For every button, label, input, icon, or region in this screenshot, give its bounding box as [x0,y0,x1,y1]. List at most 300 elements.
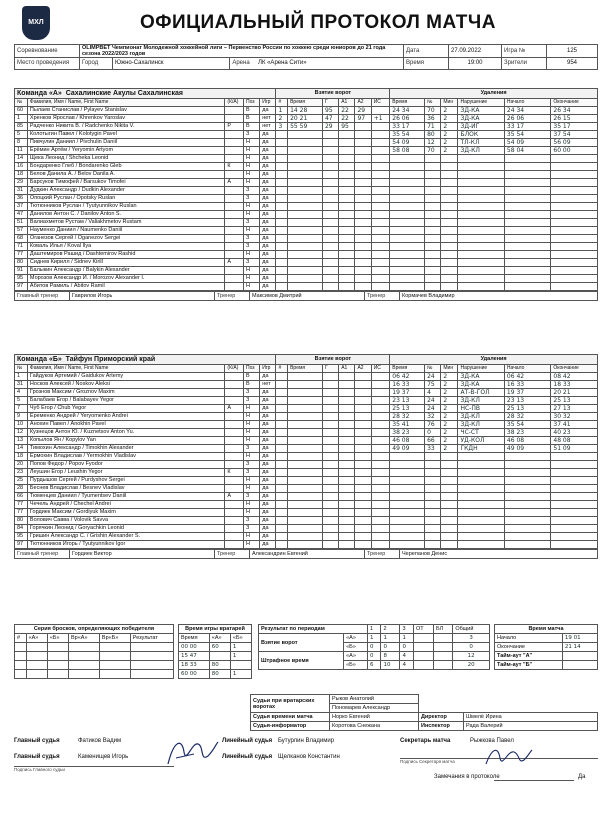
penalty-player [425,517,441,525]
penalty-player: 70 [425,107,441,115]
secretary-sign-line: Подпись Секретаря матча [400,758,598,764]
player-role [225,461,244,469]
period-total: 12 [453,652,490,661]
penalty-start [504,259,550,267]
penalty-start [504,275,550,283]
player-name: Грознов Максим / Groznov Maxim [27,389,224,397]
player-name: Хренков Ярослав / Khrenkov Yaroslav [27,115,224,123]
goal-time [288,235,323,243]
player-role [225,397,244,405]
penalty-minutes [441,461,458,469]
goal-assist-1 [339,437,355,445]
penalty-minutes [441,227,458,235]
penalty-minutes [441,283,458,291]
player-role: А [225,405,244,413]
penalty-time: 16 33 [390,381,425,389]
goal-scorer [322,493,338,501]
col-pen-no: № [425,365,441,373]
penalty-reason [458,179,504,187]
player-role [225,147,244,155]
goal-time [288,219,323,227]
player-number: 14 [15,445,28,453]
player-role [225,187,244,195]
penalty-player [425,203,441,211]
penalty-reason [458,211,504,219]
penalty-player [425,211,441,219]
goal-time [288,397,323,405]
penalty-player [425,461,441,469]
goal-situation [371,171,390,179]
team-a-player-row [15,195,598,203]
goal-scorer [322,203,338,211]
player-number: 36 [15,195,28,203]
goal-assist-2 [355,283,371,291]
goal-time [288,163,323,171]
goal-assist-1 [339,259,355,267]
penalty-reason [458,171,504,179]
goalie-b: 1 [230,643,251,652]
team-a-player-row [15,123,598,131]
player-name: Колотыгин Павел / Kolotygin Pavel [27,131,224,139]
goal-scorer [322,243,338,251]
penalty-reason [458,517,504,525]
match-start-value: 19 01 [562,634,597,643]
goal-assist-2: 97 [355,115,371,123]
player-name: Попов Федор / Popov Fyodor [27,461,224,469]
goal-assist-1 [339,235,355,243]
goal-scorer [322,187,338,195]
team-a-player-row [15,275,598,283]
time-value: 19:00 [449,58,502,70]
goal-situation [371,397,390,405]
goal-situation: +1 [371,115,390,123]
goal-time [288,429,323,437]
goal-assist-2 [355,493,371,501]
player-name: Носков Алексей / Noskov Aleksi [27,381,224,389]
player-name: Балыкин Александр / Balykin Alexander [27,267,224,275]
player-number: 7 [15,405,28,413]
col-goal-g: Г [322,99,338,107]
player-played: да [260,541,276,549]
col-no: № [15,365,28,373]
shootout-col: «Б» [47,634,68,643]
penalty-time [390,219,425,227]
player-role [225,195,244,203]
goal-time [288,509,323,517]
player-name: Тюменцев Даниил / Tyumentsev Daniil [27,493,224,501]
goal-assist-1 [339,541,355,549]
penalty-start [504,243,550,251]
team-a-player-row [15,219,598,227]
penalty-minutes [441,219,458,227]
goal-situation [371,139,390,147]
player-played: нет [260,115,276,123]
goal-assist-1 [339,267,355,275]
penalty-start [504,485,550,493]
player-position: Н [243,283,259,291]
goal-number [276,163,288,171]
penalty-minutes [441,203,458,211]
goalie-a: 80 [209,661,230,670]
penalty-time: 35 41 [390,421,425,429]
penalty-time [390,203,425,211]
goal-number [276,251,288,259]
goal-assist-1 [339,429,355,437]
penalty-minutes [441,453,458,461]
goal-time [288,533,323,541]
penalty-time [390,541,425,549]
goal-number: 3 [276,123,288,131]
penalty-start: 49 09 [504,445,550,453]
team-b-coach: Александрин Евгений [250,550,365,559]
player-number: 95 [15,275,28,283]
penalty-reason [458,219,504,227]
penalty-minutes: 2 [441,445,458,453]
penalty-minutes [441,179,458,187]
col-goal-a1: А1 [339,365,355,373]
penalty-minutes [441,251,458,259]
goal-number [276,139,288,147]
goal-scorer [322,485,338,493]
goal-situation [371,501,390,509]
penalty-reason: ЗД-КА [458,381,504,389]
penalty-player [425,525,441,533]
penalty-time [390,501,425,509]
goal-assist-1 [339,211,355,219]
penalty-minutes: 2 [441,397,458,405]
goal-situation [371,485,390,493]
player-name: Ермохин Владислав / Yermokhin Vladislav [27,453,224,461]
penalty-start: 23 13 [504,397,550,405]
player-number: 71 [15,243,28,251]
player-name: Морозов Александр И. / Morozov Alexander I. [27,275,224,283]
goal-scorer [322,413,338,421]
penalty-reason [458,485,504,493]
team-b-player-row [15,445,598,453]
goal-situation [371,155,390,163]
penalty-reason [458,267,504,275]
goal-scorer [322,445,338,453]
period-col: 3 [400,625,413,634]
penalty-end [551,453,598,461]
team-b-player-row [15,501,598,509]
player-played: нет [260,123,276,131]
team-a-name: Сахалинские Акулы Сахалинская [65,90,183,97]
goal-scorer [322,533,338,541]
goal-scorer [322,437,338,445]
goal-situation [371,275,390,283]
goal-scorer [322,501,338,509]
referee-signature [164,734,220,770]
player-name: Даштемиров Рашид / Dashtemirov Rashid [27,251,224,259]
player-position: З [243,493,259,501]
goal-assist-1 [339,517,355,525]
player-position: Н [243,251,259,259]
player-position: Н [243,453,259,461]
goal-assist-2 [355,461,371,469]
penalty-end [551,469,598,477]
player-number: 29 [15,179,28,187]
col-pen-time: Время [390,99,425,107]
team-b-player-row [15,461,598,469]
team-b-player-row [15,405,598,413]
penalty-player [425,235,441,243]
col-play: Игр [260,99,276,107]
penalty-start [504,163,550,171]
goal-assist-1 [339,405,355,413]
player-name: Оганезов Сергей / Oganezov Sergei [27,235,224,243]
goal-assist-2 [355,437,371,445]
penalty-end [551,211,598,219]
goal-time [288,485,323,493]
goal-assist-1: 95 [339,123,355,131]
goal-assist-1 [339,243,355,251]
team-a-player-row [15,251,598,259]
penalty-reason [458,155,504,163]
informer: Коротова Снежана [330,722,419,731]
penalty-reason [458,203,504,211]
player-played: да [260,203,276,211]
team-a-player-row [15,227,598,235]
player-position: З [243,517,259,525]
penalty-start: 58 04 [504,147,550,155]
goal-number [276,453,288,461]
player-played: да [260,469,276,477]
goal-situation [371,107,390,115]
col-goal-a2: А2 [355,99,371,107]
goal-assist-2 [355,155,371,163]
penalty-time: 25 13 [390,405,425,413]
player-name: Пивчулин Даниил / Pivchulin Daniil [27,139,224,147]
referee-1: Фатиков Вадим [78,738,122,744]
summary-block [14,624,598,694]
goal-number [276,131,288,139]
goal-judges-label: Судьи при вратарских воротах [251,695,330,713]
team-b-player-row [15,485,598,493]
goal-scorer: 47 [322,115,338,123]
player-number: 97 [15,541,28,549]
penalty-end [551,163,598,171]
team-b-coach2: Черепанов Денис [400,550,598,559]
player-position: З [243,235,259,243]
player-position: Н [243,501,259,509]
player-played: да [260,107,276,115]
team-b-player-row [15,517,598,525]
goalie-b [230,661,251,670]
goalie-time: 60 00 [179,670,210,679]
penalty-end [551,203,598,211]
shootout-col: Вр«Б» [99,634,130,643]
penalty-start: 46 08 [504,437,550,445]
period-so [433,643,452,652]
goal-assist-1 [339,381,355,389]
team-b-player-row [15,373,598,381]
player-position: Н [243,421,259,429]
player-number: 16 [15,163,28,171]
goalie-rows [179,643,252,679]
goal-time [288,445,323,453]
penalty-minutes [441,493,458,501]
player-number: 25 [15,477,28,485]
goal-number [276,421,288,429]
period-ot [413,634,433,643]
penalty-end [551,195,598,203]
director-label: Директор [419,713,464,722]
penalty-time [390,453,425,461]
player-number: 9 [15,413,28,421]
player-position: В [243,115,259,123]
team-a-head-coach-label: Главный тренер [15,292,70,301]
player-number: 47 [15,211,28,219]
shootout-title: Серия бросков, определяющих победителя [15,625,174,634]
player-name: Волович Савва / Volovik Savva [27,517,224,525]
date-value: 27.09.2022 [449,45,502,58]
penalty-reason [458,493,504,501]
player-position: З [243,389,259,397]
goal-situation [371,211,390,219]
team-a-rows [15,107,598,291]
goal-scorer [322,525,338,533]
player-name: Науменко Даниил / Naumenko Daniil [27,227,224,235]
goal-assist-1 [339,445,355,453]
player-played: да [260,477,276,485]
penalty-end [551,485,598,493]
penalty-start [504,211,550,219]
goal-situation [371,195,390,203]
goal-time [288,155,323,163]
goalie-a: 60 [209,643,230,652]
penalty-player [425,259,441,267]
goal-assist-1 [339,397,355,405]
period-row-group: Штрафное время [259,652,344,670]
goal-assist-1 [339,203,355,211]
goal-time [288,203,323,211]
goalie-time: 00 00 [179,643,210,652]
player-name: Балабаев Егор / Balabayev Yegor [27,397,224,405]
penalty-start: 35 54 [504,421,550,429]
penalty-time [390,533,425,541]
penalty-player [425,267,441,275]
player-number: 80 [15,259,28,267]
goal-scorer [322,469,338,477]
player-name: Гайдуков Артемий / Gaidukov Artemy [27,373,224,381]
player-played: да [260,187,276,195]
player-name: Валиахметов Рустам / Valiakhmetov Rustam [27,219,224,227]
col-ka: (К/А) [225,99,244,107]
goal-assist-1 [339,163,355,171]
time-label: Время [404,58,449,70]
team-b-player-row [15,469,598,477]
goal-assist-1: 22 [339,115,355,123]
penalty-minutes [441,509,458,517]
shootout-col: Результат [130,634,173,643]
goal-assist-1 [339,283,355,291]
player-role [225,453,244,461]
col-pen-time: Время [390,365,425,373]
team-b-head-coach: Гордиек Виктор [70,550,215,559]
team-a-player-row [15,155,598,163]
player-number: 68 [15,235,28,243]
player-number: 84 [15,525,28,533]
penalty-start [504,541,550,549]
period-row [259,652,490,661]
goal-situation [371,131,390,139]
venue-label: Место проведения [15,58,80,70]
goal-assist-2 [355,171,371,179]
penalty-player [425,243,441,251]
goal-scorer [322,405,338,413]
goal-scorer [322,163,338,171]
period-3: 4 [400,652,413,661]
period-ot [413,661,433,670]
period-col: Общий [453,625,490,634]
penalty-player [425,155,441,163]
penalty-minutes [441,211,458,219]
goal-assist-1 [339,485,355,493]
player-role [225,275,244,283]
penalty-time [390,179,425,187]
match-info [14,44,598,70]
penalty-start [504,195,550,203]
player-role [225,243,244,251]
penalty-end: 40 23 [551,429,598,437]
penalty-reason: АТ-В-ГОЛ [458,389,504,397]
goal-situation [371,469,390,477]
goalie-row [179,670,252,679]
player-role [225,501,244,509]
col-pen-end: Окончание [551,99,598,107]
penalty-time [390,509,425,517]
penalty-reason: ЗД-КЛ [458,413,504,421]
goal-scorer [322,429,338,437]
penalty-reason [458,469,504,477]
player-position: В [243,373,259,381]
player-position: Н [243,533,259,541]
goal-number [276,541,288,549]
player-role [225,283,244,291]
player-role: А [225,179,244,187]
secretary: Рыжкова Павел [470,738,514,744]
penalty-reason [458,509,504,517]
goal-assist-2 [355,477,371,485]
goal-assist-2 [355,227,371,235]
goal-assist-2 [355,397,371,405]
period-so [433,652,452,661]
team-b-coach-label: Тренер [215,550,250,559]
goal-situation [371,525,390,533]
goal-situation [371,163,390,171]
goal-time [288,453,323,461]
penalty-player [425,453,441,461]
player-role [225,477,244,485]
penalty-start: 24 34 [504,107,550,115]
player-played: да [260,445,276,453]
player-name: Опоцкий Руслан / Opotsky Ruslan [27,195,224,203]
player-position: В [243,107,259,115]
goalie-row [179,643,252,652]
penalty-end [551,509,598,517]
shootout-col: Вр«А» [69,634,100,643]
goal-time [288,211,323,219]
goal-assist-2: 29 [355,107,371,115]
penalty-end [551,267,598,275]
goal-situation [371,203,390,211]
col-pen-min: Мин [441,365,458,373]
team-a-player-row [15,187,598,195]
player-position: З [243,397,259,405]
player-name: Беснев Владислав / Besnev Vladislav [27,485,224,493]
penalty-minutes [441,517,458,525]
